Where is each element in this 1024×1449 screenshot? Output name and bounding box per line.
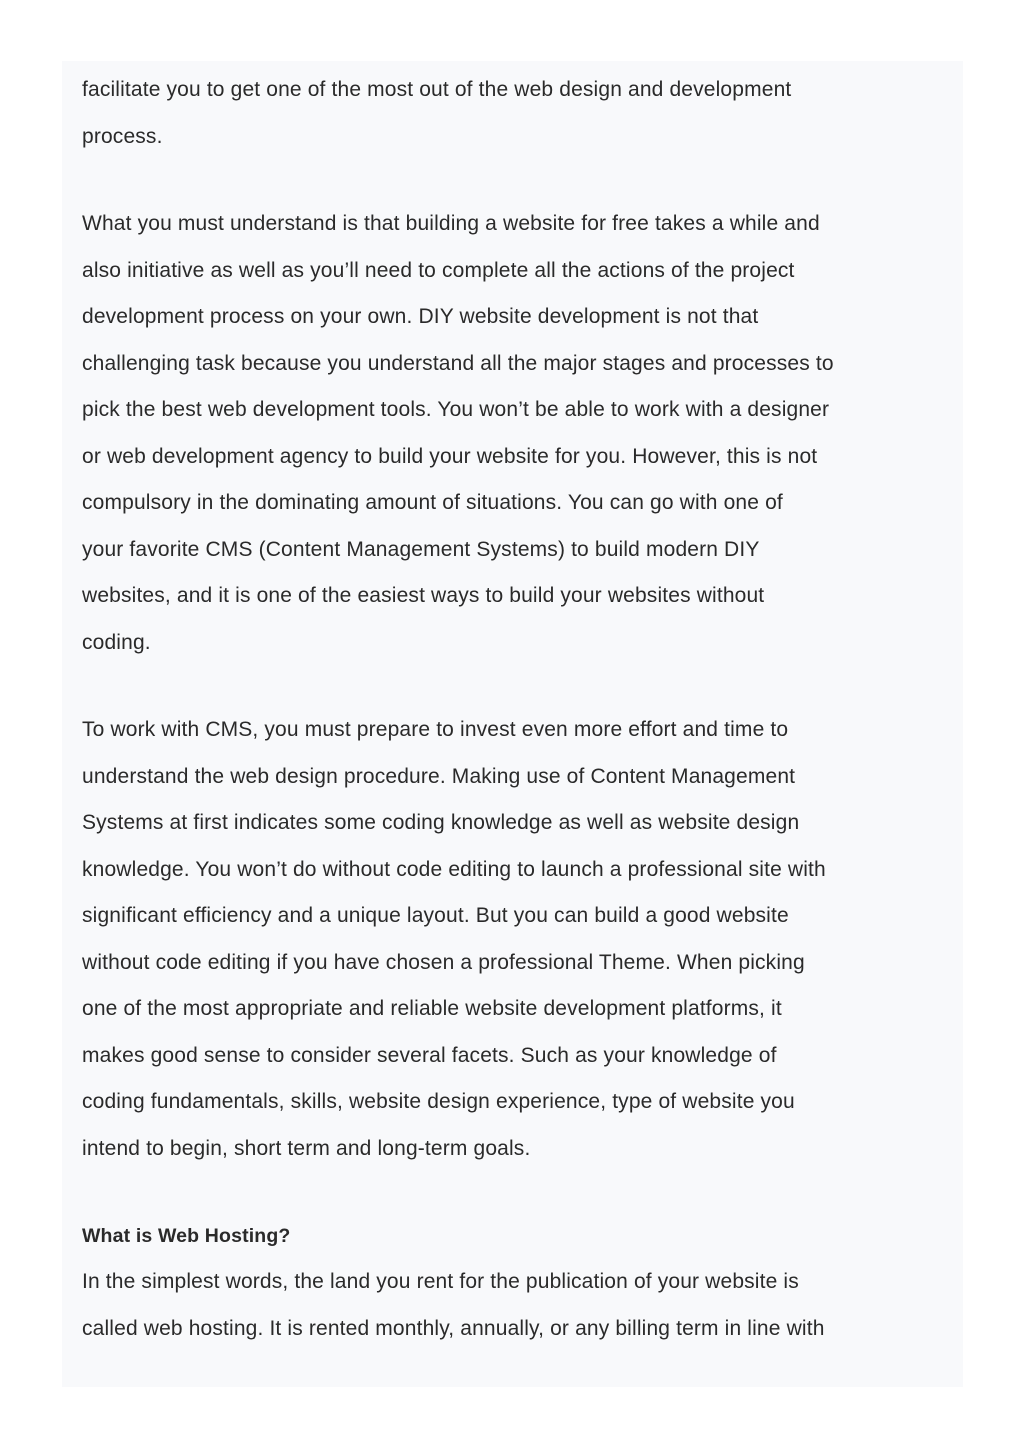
text-line: knowledge. You won’t do without code editing to launch a professional site with	[82, 857, 826, 881]
article-content	[82, 67, 944, 1352]
text-line: also initiative as well as you’ll need to complete all the actions of the project	[82, 258, 795, 282]
text-line: intend to begin, short term and long-term goals.	[82, 1136, 531, 1160]
text-line: facilitate you to get one of the most out of the web design and development	[82, 78, 792, 101]
paragraph-web-hosting	[82, 1259, 944, 1352]
text-line: or web development agency to build your website for you. However, this is not	[82, 444, 818, 468]
text-line: websites, and it is one of the easiest ways to build your websites without	[82, 584, 765, 607]
text-line: What you must understand is that building a website for free takes a while and	[82, 212, 820, 235]
text-line: without code editing if you have chosen a professional Theme. When picking	[82, 950, 805, 974]
text-line: challenging task because you understand all the major stages and processes to	[82, 351, 834, 375]
text-line: significant efficiency and a unique layout. But you can build a good website	[82, 904, 789, 927]
text-line: In the simplest words, the land you rent for the publication of your website is	[82, 1270, 799, 1293]
text-line: coding.	[82, 630, 151, 654]
paragraph-diy-website	[82, 201, 944, 666]
text-line: development process on your own. DIY website development is not that	[82, 305, 759, 328]
text-line: called web hosting. It is rented monthly, annually, or any billing term in line with	[82, 1316, 825, 1340]
text-line: pick the best web development tools. You won’t be able to work with a designer	[82, 398, 830, 421]
text-line: one of the most appropriate and reliable website development platforms, it	[82, 997, 782, 1020]
section-heading-web-hosting: What is Web Hosting?	[82, 1225, 291, 1247]
text-line: Systems at first indicates some coding knowledge as well as website design	[82, 811, 800, 834]
paragraph-intro	[82, 67, 944, 160]
text-line: compulsory in the dominating amount of situations. You can go with one of	[82, 491, 783, 514]
text-line: process.	[82, 124, 163, 148]
paragraph-cms	[82, 707, 944, 1172]
text-line: coding fundamentals, skills, website design experience, type of website you	[82, 1090, 795, 1113]
article-panel	[62, 61, 963, 1387]
text-line: your favorite CMS (Content Management Systems) to build modern DIY	[82, 537, 760, 561]
text-line: To work with CMS, you must prepare to invest even more effort and time to	[82, 718, 789, 741]
text-line: makes good sense to consider several facets. Such as your knowledge of	[82, 1043, 777, 1067]
text-line: understand the web design procedure. Making use of Content Management	[82, 764, 796, 788]
